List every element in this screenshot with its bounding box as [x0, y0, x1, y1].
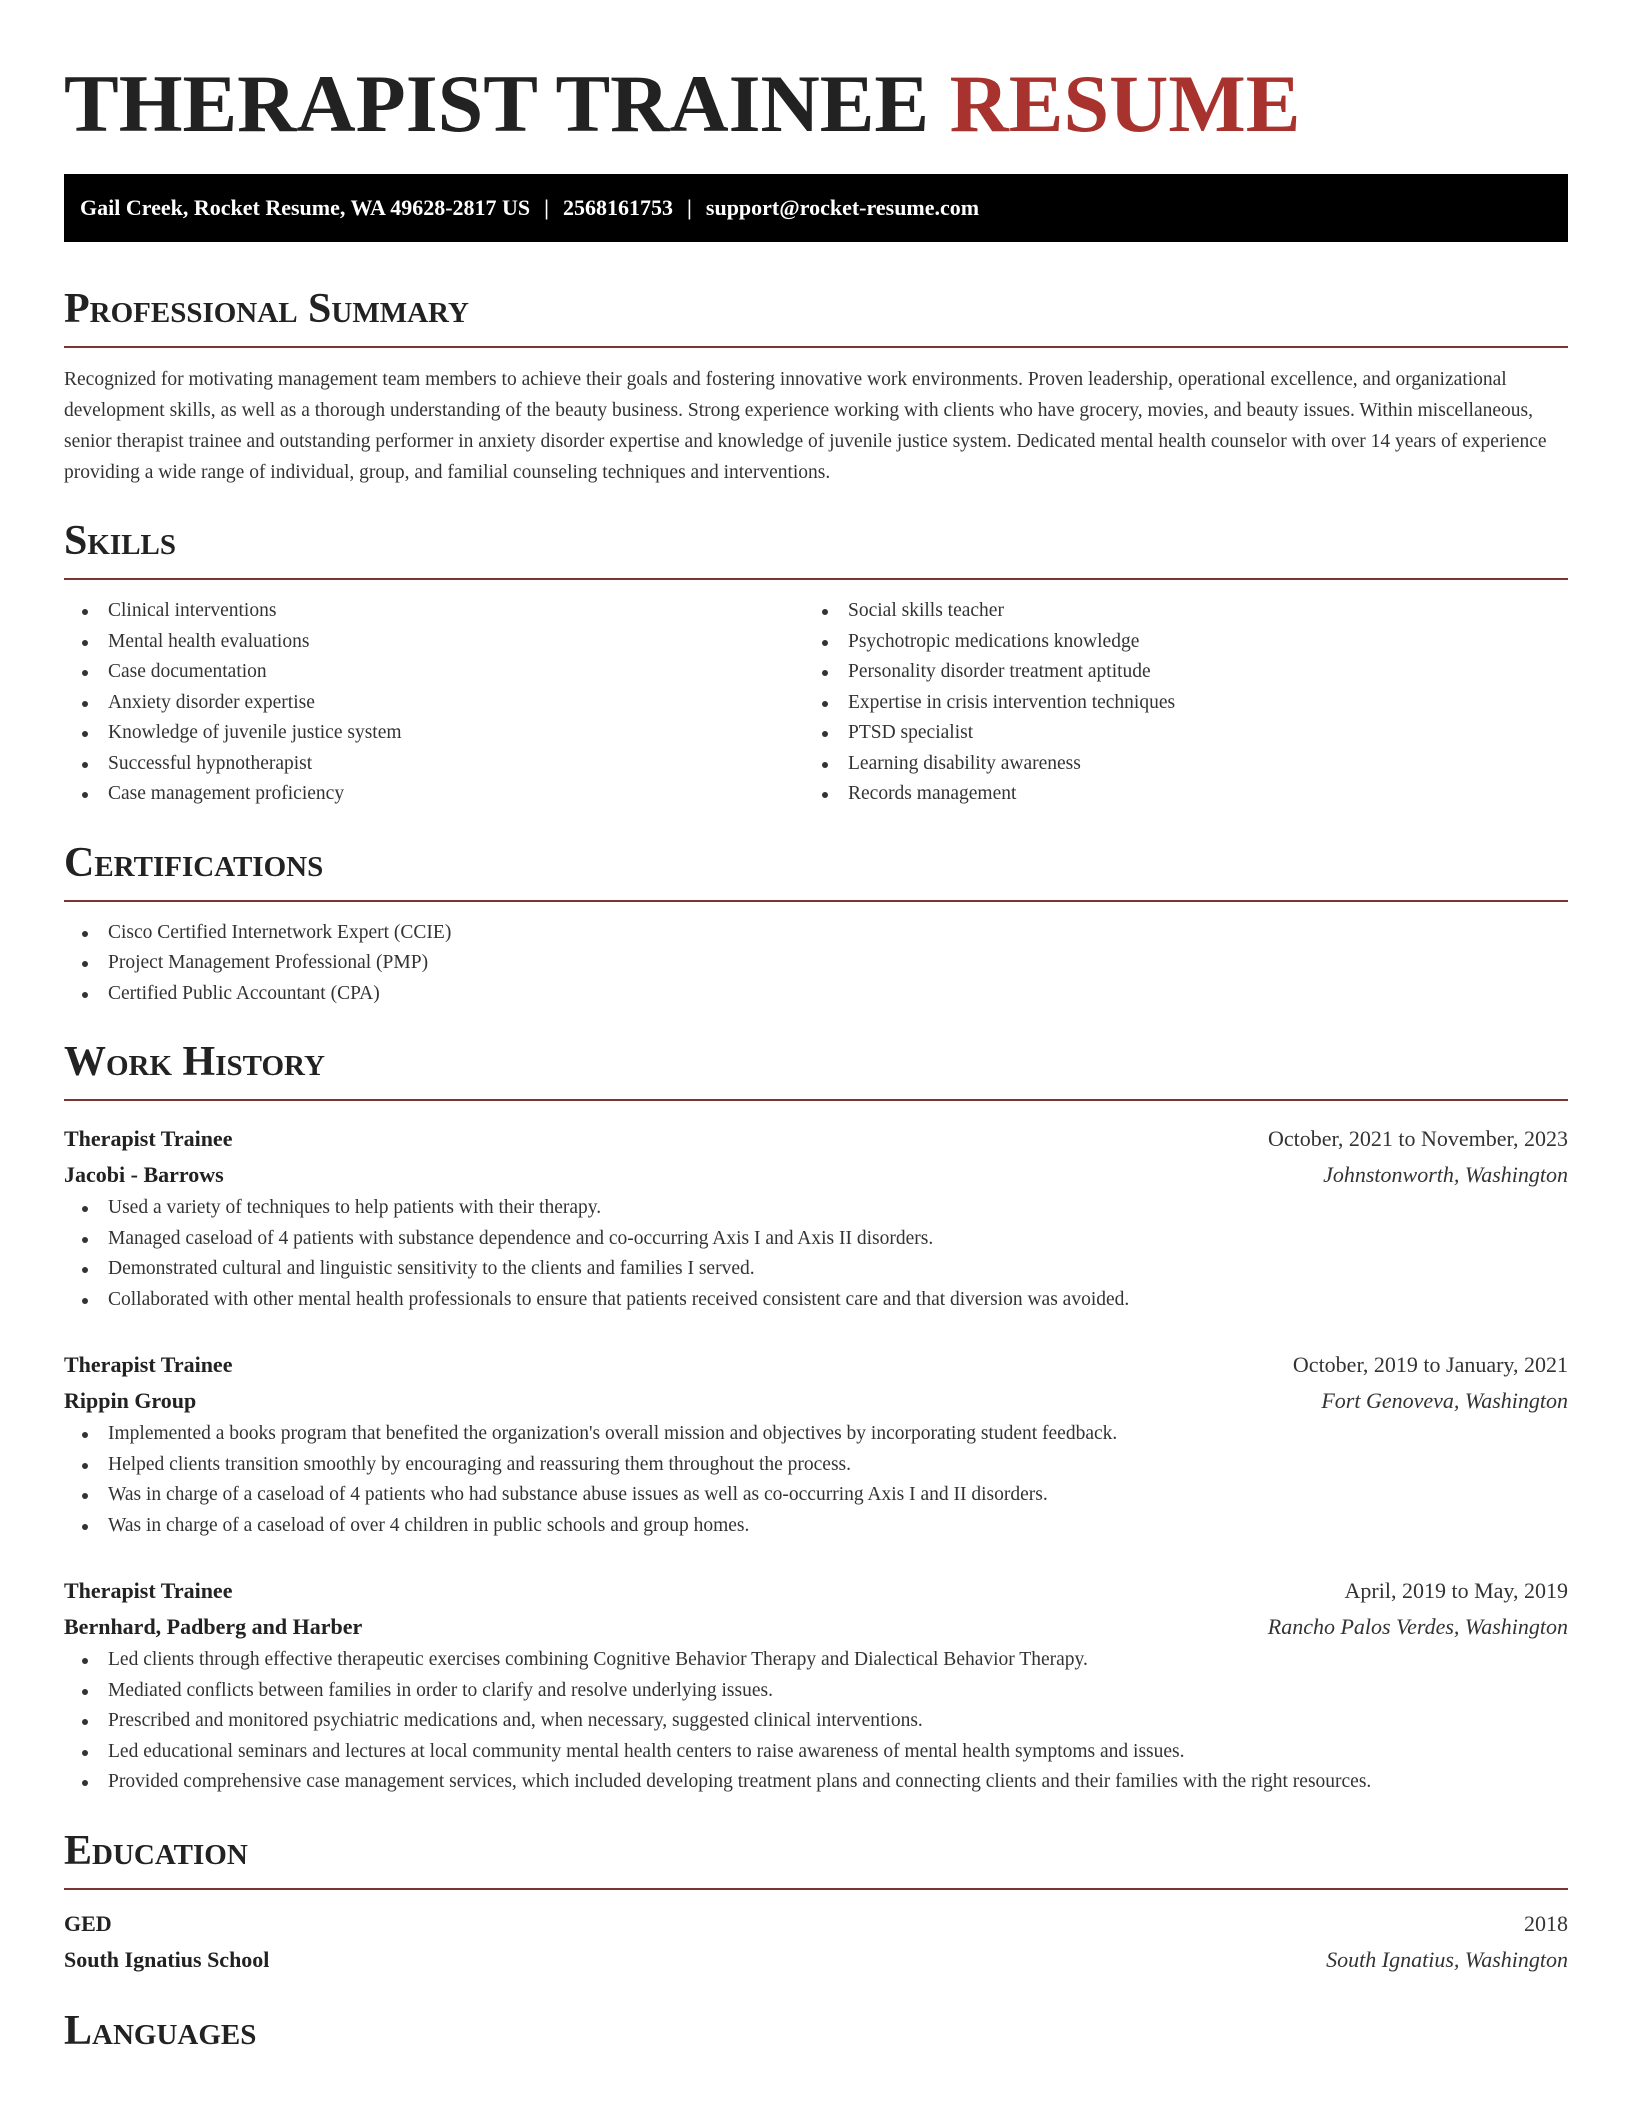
contact-email[interactable]: support@rocket-resume.com — [705, 195, 980, 220]
skill-item: Social skills teacher — [804, 596, 1544, 627]
certification-item: Certified Public Accountant (CPA) — [64, 979, 1568, 1010]
summary-heading: Professional Summary — [64, 286, 469, 332]
skills-section — [64, 516, 1568, 810]
certification-item: Project Management Professional (PMP) — [64, 948, 1568, 979]
job-bullet: Implemented a books program that benefited the organization's overall mission and objectives by incorporating student feedback. — [64, 1419, 1568, 1450]
job-title-row — [64, 1347, 1568, 1383]
education-heading: Education — [64, 1827, 248, 1874]
job-bullet: Led educational seminars and lectures at local community mental health centers to raise awareness of mental health symptoms and issues. — [64, 1737, 1568, 1768]
certification-item: Cisco Certified Internetwork Expert (CCIE) — [64, 918, 1568, 949]
contact-phone[interactable]: 2568161753 — [563, 195, 674, 220]
job-bullet: Led clients through effective therapeutic exercises combining Cognitive Behavior Therapy and Dialectical Behavior Therapy. — [64, 1645, 1568, 1676]
job-bullet: Mediated conflicts between families in order to clarify and resolve underlying issues. — [64, 1676, 1568, 1707]
job-entry — [64, 1347, 1568, 1541]
certifications-list — [64, 918, 1568, 1010]
section-divider — [64, 1888, 1568, 1890]
job-bullet: Helped clients transition smoothly by encouraging and reassuring them throughout the process. — [64, 1450, 1568, 1481]
education-section — [64, 1826, 1568, 1978]
skill-item: Expertise in crisis intervention techniques — [804, 688, 1544, 719]
certifications-section — [64, 838, 1568, 1010]
skills-list-right — [804, 596, 1544, 810]
skill-item: Psychotropic medications knowledge — [804, 627, 1544, 658]
job-bullet: Prescribed and monitored psychiatric medications and, when necessary, suggested clinical interventions. — [64, 1706, 1568, 1737]
job-bullet: Was in charge of a caseload of 4 patients who had substance abuse issues as well as co-occurring Axis I and II disorders. — [64, 1480, 1568, 1511]
job-bullet: Used a variety of techniques to help patients with their therapy. — [64, 1193, 1568, 1224]
work-history-heading: Work History — [64, 1039, 325, 1085]
languages-section — [64, 2006, 1568, 2056]
skill-item: Clinical interventions — [64, 596, 804, 627]
skill-item: Records management — [804, 779, 1544, 810]
skills-list-left — [64, 596, 804, 810]
education-year: 2018 — [1524, 1910, 1568, 1936]
skill-item: Case documentation — [64, 657, 804, 688]
job-role: Therapist Trainee — [64, 1352, 233, 1377]
job-entry — [64, 1573, 1568, 1798]
job-bullets — [64, 1645, 1568, 1798]
job-location: Johnstonworth, Washington — [1323, 1162, 1568, 1187]
skill-item: PTSD specialist — [804, 718, 1544, 749]
job-dates: October, 2021 to November, 2023 — [1267, 1126, 1568, 1151]
skill-item: Personality disorder treatment aptitude — [804, 657, 1544, 688]
skill-item: Successful hypnotherapist — [64, 749, 804, 780]
section-divider — [64, 900, 1568, 902]
skill-item: Anxiety disorder expertise — [64, 688, 804, 719]
resume-page — [64, 0, 1568, 2056]
work-history-section — [64, 1037, 1568, 1798]
summary-section — [64, 284, 1568, 488]
education-degree-row — [64, 1906, 1568, 1942]
education-school: South Ignatius School — [64, 1946, 270, 1972]
job-company: Rippin Group — [64, 1388, 197, 1413]
job-bullet: Demonstrated cultural and linguistic sensitivity to the clients and families I served. — [64, 1254, 1568, 1285]
title-main: THERAPIST TRAINEE — [64, 58, 930, 149]
job-company-row — [64, 1383, 1568, 1419]
section-divider — [64, 1099, 1568, 1101]
job-entry — [64, 1121, 1568, 1315]
job-bullets — [64, 1419, 1568, 1541]
education-location: South Ignatius, Washington — [1326, 1946, 1568, 1972]
education-degree: GED — [64, 1910, 112, 1936]
languages-heading: Languages — [64, 2007, 257, 2054]
job-company-row — [64, 1157, 1568, 1193]
job-title-row — [64, 1573, 1568, 1609]
contact-bar — [64, 174, 1568, 242]
job-dates: April, 2019 to May, 2019 — [1344, 1578, 1568, 1603]
job-location: Rancho Palos Verdes, Washington — [1267, 1614, 1568, 1639]
job-bullet: Was in charge of a caseload of over 4 children in public schools and group homes. — [64, 1511, 1568, 1542]
title-accent: RESUME — [949, 58, 1301, 149]
skills-heading: Skills — [64, 518, 177, 564]
skill-item: Mental health evaluations — [64, 627, 804, 658]
job-title-row — [64, 1121, 1568, 1157]
job-role: Therapist Trainee — [64, 1578, 233, 1603]
section-divider — [64, 578, 1568, 580]
job-location: Fort Genoveva, Washington — [1321, 1388, 1568, 1413]
job-bullet: Provided comprehensive case management services, which included developing treatment plans and connecting clients and their families with the right resources. — [64, 1767, 1568, 1798]
contact-separator: | — [544, 195, 550, 220]
certifications-heading: Certifications — [64, 839, 324, 886]
job-company: Jacobi - Barrows — [64, 1162, 224, 1187]
job-dates: October, 2019 to January, 2021 — [1292, 1352, 1568, 1377]
job-bullets — [64, 1193, 1568, 1315]
contact-address: Gail Creek, Rocket Resume, WA 49628-2817 US — [80, 195, 531, 220]
resume-title — [64, 0, 1568, 150]
skill-item: Learning disability awareness — [804, 749, 1544, 780]
section-divider — [64, 346, 1568, 348]
summary-text: Recognized for motivating management team members to achieve their goals and fostering innovative work environments. Proven leadership, operational excellence, and organizational development skills, as well as a thorough understanding of the beauty business. Strong experience working with clients who have grocery, movies, and beauty issues. Within miscellaneous, senior therapist trainee and outstanding performer in anxiety disorder expertise and knowledge of juvenile justice system. Dedicated mental health counselor with over 14 years of experience providing a wide range of individual, group, and familial counseling techniques and interventions. — [64, 369, 1547, 483]
skill-item: Case management proficiency — [64, 779, 804, 810]
skill-item: Knowledge of juvenile justice system — [64, 718, 804, 749]
job-company-row — [64, 1609, 1568, 1645]
skills-grid — [64, 596, 1568, 810]
job-company: Bernhard, Padberg and Harber — [64, 1614, 363, 1639]
job-bullet: Managed caseload of 4 patients with substance dependence and co-occurring Axis I and Axis II disorders. — [64, 1224, 1568, 1255]
education-school-row — [64, 1942, 1568, 1978]
contact-separator: | — [687, 195, 692, 220]
job-bullet: Collaborated with other mental health professionals to ensure that patients received consistent care and that diversion was avoided. — [64, 1285, 1568, 1316]
job-role: Therapist Trainee — [64, 1126, 233, 1151]
